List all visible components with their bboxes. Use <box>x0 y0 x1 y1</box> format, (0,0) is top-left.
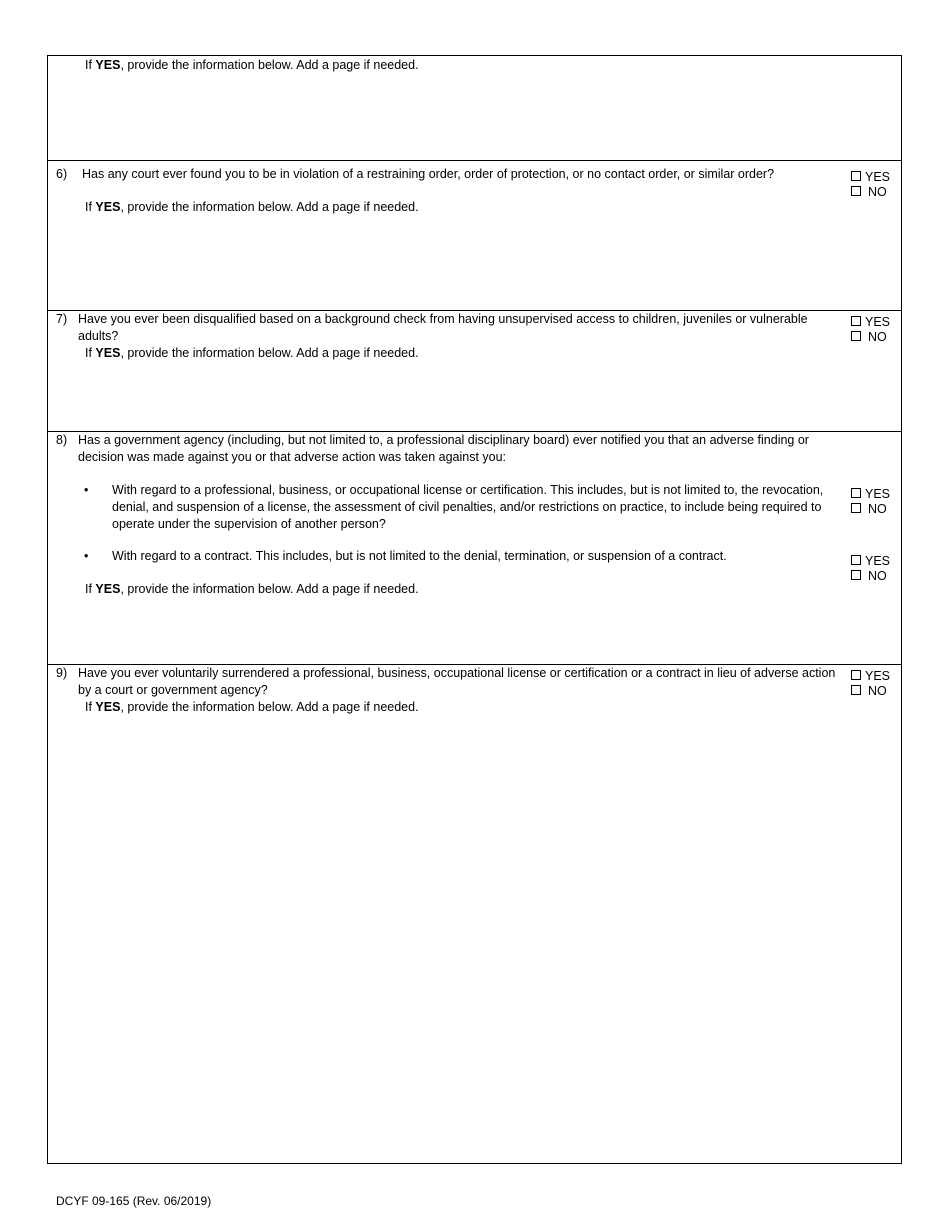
yes-option[interactable]: YES <box>851 315 890 330</box>
if-yes-instruction: If YES, provide the information below. Add a page if needed. <box>85 58 419 72</box>
question-text: Have you ever been disqualified based on a background check from having unsupervised access to children, juveniles or vulnerable adults? <box>78 312 808 343</box>
checkbox[interactable] <box>851 331 861 341</box>
no-option[interactable]: NO <box>851 330 890 345</box>
checkbox[interactable] <box>851 503 861 513</box>
checkbox[interactable] <box>851 670 861 680</box>
question-text: Have you ever voluntarily surrendered a professional, business, occupational license or certification or a contract in lieu of adverse action by a court or government agency? <box>78 666 836 697</box>
checkbox[interactable] <box>851 316 861 326</box>
section-q5-continued <box>48 56 901 161</box>
if-yes-instruction: If YES, provide the information below. Add a page if needed. <box>85 200 419 214</box>
yes-option[interactable]: YES <box>851 554 890 569</box>
no-option[interactable]: NO <box>851 569 890 584</box>
form-footer: DCYF 09-165 (Rev. 06/2019) <box>56 1194 212 1208</box>
checkbox[interactable] <box>851 685 861 695</box>
checkbox[interactable] <box>851 186 861 196</box>
if-yes-instruction: If YES, provide the information below. Add a page if needed. <box>85 582 419 596</box>
yes-option[interactable]: YES <box>851 669 890 684</box>
yes-no-options <box>851 315 890 345</box>
question-number: 9) <box>56 666 68 680</box>
section-q9 <box>48 665 901 1163</box>
yes-no-options <box>851 487 890 517</box>
if-yes-instruction: If YES, provide the information below. Add a page if needed. <box>85 346 419 360</box>
section-q7 <box>48 311 901 432</box>
bullet-text: With regard to a professional, business, or occupational license or certification. This includes, but is not limited to, the revocation, denial, and suspension of a license, the assessment of civil penalties, and/or restrictions on practice, to include being required to operate under the supervision of another person? <box>112 483 824 531</box>
question-number: 7) <box>56 312 68 326</box>
form-frame <box>47 55 902 1164</box>
question-text: Has any court ever found you to be in violation of a restraining order, order of protection, or no contact order, or similar order? <box>82 167 775 181</box>
question-number: 6) <box>56 167 68 181</box>
yes-no-options <box>851 170 890 200</box>
bullet-text: With regard to a contract. This includes, but is not limited to the denial, termination, or suspension of a contract. <box>112 549 727 563</box>
checkbox[interactable] <box>851 171 861 181</box>
section-q6 <box>48 161 901 311</box>
question-number: 8) <box>56 433 68 447</box>
yes-option[interactable]: YES <box>851 170 890 185</box>
no-option[interactable]: NO <box>851 185 890 200</box>
checkbox[interactable] <box>851 570 861 580</box>
question-text: Has a government agency (including, but not limited to, a professional disciplinary board) ever notified you that an adverse finding or decision was made against you or that adverse action was taken against you: <box>78 433 809 464</box>
yes-no-options <box>851 554 890 584</box>
bullet-marker: • <box>84 483 89 497</box>
yes-option[interactable]: YES <box>851 487 890 502</box>
no-option[interactable]: NO <box>851 502 890 517</box>
checkbox[interactable] <box>851 555 861 565</box>
no-option[interactable]: NO <box>851 684 890 699</box>
yes-no-options <box>851 669 890 699</box>
if-yes-instruction: If YES, provide the information below. Add a page if needed. <box>85 700 419 714</box>
checkbox[interactable] <box>851 488 861 498</box>
bullet-marker: • <box>84 549 89 563</box>
section-q8 <box>48 432 901 665</box>
